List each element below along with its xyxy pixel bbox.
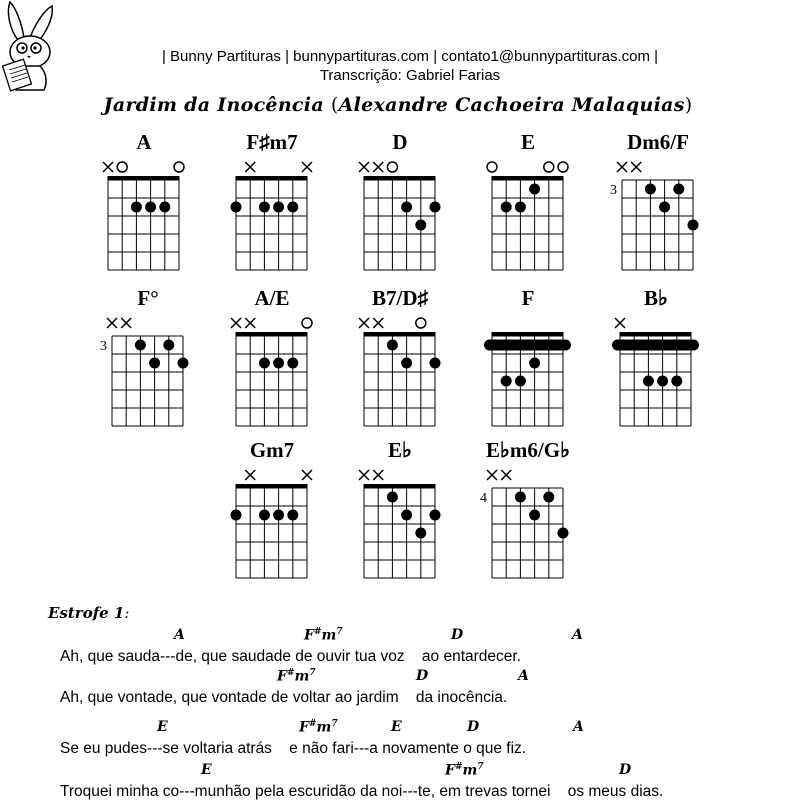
open-string-marker (558, 162, 568, 172)
chord-diagram (78, 130, 218, 280)
muted-string-marker (107, 318, 117, 328)
fret-number: 3 (100, 339, 107, 354)
chord-root: A (518, 668, 529, 684)
muted-string-marker (245, 162, 255, 172)
chord-root: E (157, 719, 168, 735)
nut (620, 332, 692, 337)
finger-dot (287, 202, 298, 213)
chord-name: F (521, 286, 535, 310)
chord-symbol (573, 719, 584, 735)
chord-name: F♯m7 (246, 130, 298, 154)
chord-diagram (206, 438, 346, 588)
finger-dot (688, 220, 699, 231)
artist-name: Alexandre Cachoeira Malaquias (338, 94, 685, 116)
finger-dot (558, 528, 569, 539)
chord-name: Gm7 (249, 438, 295, 462)
fretboard-grid (334, 130, 474, 280)
chord-name: F° (137, 286, 159, 310)
nut (236, 332, 308, 337)
finger-dot (673, 184, 684, 195)
finger-dot (387, 492, 398, 503)
open-string-marker (416, 318, 426, 328)
chord-symbol (157, 719, 168, 735)
finger-dot (529, 184, 540, 195)
muted-string-marker (487, 470, 497, 480)
chord-root: A (174, 627, 185, 643)
finger-dot (178, 358, 189, 369)
finger-dot (273, 358, 284, 369)
finger-dot (515, 492, 526, 503)
open-string-marker (387, 162, 397, 172)
chord-diagram (334, 130, 474, 280)
fretboard-grid (78, 130, 218, 280)
chord-symbol (416, 668, 428, 684)
chord-diagram (334, 286, 474, 436)
chord-root: D (467, 719, 480, 735)
fretboard-grid (206, 438, 346, 588)
section-heading (48, 604, 129, 622)
chord-symbol (174, 627, 185, 643)
song-name: Jardim da Inocência (103, 94, 324, 116)
muted-string-marker (359, 470, 369, 480)
open-string-marker (117, 162, 127, 172)
finger-dot (430, 510, 441, 521)
finger-dot (659, 202, 670, 213)
muted-string-marker (103, 162, 113, 172)
barre (612, 340, 699, 351)
muted-string-marker (302, 162, 312, 172)
chord-extension: 7 (477, 762, 484, 772)
lyric-line: Ah, que vontade, que vontade de voltar ao jardim da inocência. (60, 689, 508, 706)
finger-dot (259, 358, 270, 369)
finger-dot (515, 376, 526, 387)
finger-dot (501, 202, 512, 213)
chord-diagram (590, 286, 730, 436)
chord-root: E (201, 762, 212, 778)
chord-name: E♭m6/G♭ (486, 438, 570, 462)
chord-symbol (467, 719, 479, 735)
chord-symbol (518, 668, 529, 684)
finger-dot (415, 528, 426, 539)
finger-dot (515, 202, 526, 213)
chord-diagram (82, 286, 222, 436)
finger-dot (643, 376, 654, 387)
paren-open: ( (330, 94, 339, 116)
nut (492, 332, 564, 337)
section-label: Estrofe 1 (48, 604, 125, 622)
chord-symbol (619, 762, 631, 778)
finger-dot (259, 202, 270, 213)
muted-string-marker (245, 318, 255, 328)
chord-name: D (392, 130, 408, 154)
chord-root: A (573, 719, 584, 735)
muted-string-marker (245, 470, 255, 480)
chord-root: E (391, 719, 402, 735)
finger-dot (145, 202, 156, 213)
finger-dot (430, 202, 441, 213)
finger-dot (287, 358, 298, 369)
finger-dot (135, 340, 146, 351)
nut (108, 176, 180, 181)
fretboard-grid (462, 286, 602, 436)
chord-name: Dm6/F (627, 130, 689, 154)
finger-dot (645, 184, 656, 195)
muted-string-marker (373, 162, 383, 172)
finger-dot (163, 340, 174, 351)
chord-root: D (416, 668, 429, 684)
muted-string-marker (373, 470, 383, 480)
section-colon: : (124, 604, 130, 622)
finger-dot (529, 358, 540, 369)
finger-dot (501, 376, 512, 387)
chord-quality: m (294, 668, 310, 685)
finger-dot (231, 202, 242, 213)
finger-dot (287, 510, 298, 521)
chord-extension: 7 (309, 668, 316, 678)
chord-diagram (462, 438, 602, 588)
fretboard-grid (206, 286, 346, 436)
chord-diagram (462, 286, 602, 436)
fretboard-grid (334, 286, 474, 436)
chord-symbol (201, 762, 212, 778)
open-string-marker (174, 162, 184, 172)
finger-dot (231, 510, 242, 521)
muted-string-marker (359, 318, 369, 328)
chord-name: A/E (254, 286, 290, 310)
finger-dot (273, 510, 284, 521)
chord-name: E (520, 130, 535, 154)
finger-dot (149, 358, 160, 369)
song-title (0, 94, 788, 116)
fret-number: 3 (610, 183, 617, 198)
lyric-line: Troquei minha co---munhão pela escuridão da noi---te, em trevas tornei os meus dias. (60, 783, 664, 800)
open-string-marker (487, 162, 497, 172)
finger-dot (159, 202, 170, 213)
nut (236, 176, 308, 181)
chord-symbol (445, 762, 484, 779)
chord-symbol (451, 627, 463, 643)
chord-root: D (451, 627, 464, 643)
finger-dot (259, 510, 270, 521)
muted-string-marker (501, 470, 511, 480)
nut (364, 484, 436, 489)
chord-symbol (391, 719, 402, 735)
nut (236, 484, 308, 489)
fretboard-grid (462, 438, 602, 588)
finger-dot (401, 510, 412, 521)
lyric-line: Se eu pudes---se voltaria atrás e não fari---a novamente o que fiz. (60, 740, 527, 757)
chord-quality: m (321, 627, 337, 644)
muted-string-marker (631, 162, 641, 172)
chord-accidental: # (286, 668, 295, 678)
fretboard-grid (206, 130, 346, 280)
chord-symbol (277, 668, 316, 685)
chord-name: A (136, 130, 152, 154)
barre (484, 340, 571, 351)
finger-dot (657, 376, 668, 387)
open-string-marker (544, 162, 554, 172)
paren-close: ) (684, 94, 693, 116)
chord-root: F (277, 668, 287, 685)
fretboard-grid (592, 130, 732, 280)
finger-dot (131, 202, 142, 213)
finger-dot (529, 510, 540, 521)
chord-root: D (619, 762, 632, 778)
chord-name: E♭ (388, 438, 412, 462)
chord-symbol (299, 719, 338, 736)
finger-dot (387, 340, 398, 351)
nut (492, 176, 564, 181)
fretboard-grid (334, 438, 474, 588)
chord-quality: m (462, 762, 478, 779)
finger-dot (273, 202, 284, 213)
fretboard-grid (590, 286, 730, 436)
chord-diagram (206, 130, 346, 280)
muted-string-marker (302, 470, 312, 480)
fret-number: 4 (480, 491, 487, 506)
muted-string-marker (231, 318, 241, 328)
chord-accidental: # (313, 627, 322, 637)
chord-accidental: # (308, 719, 317, 729)
chord-name: B7/D♯ (371, 286, 428, 310)
chord-root: F (445, 762, 455, 779)
fretboard-grid (462, 130, 602, 280)
open-string-marker (302, 318, 312, 328)
chord-quality: m (316, 719, 332, 736)
finger-dot (415, 220, 426, 231)
fretboard-grid (82, 286, 222, 436)
chord-extension: 7 (336, 627, 343, 637)
muted-string-marker (373, 318, 383, 328)
muted-string-marker (121, 318, 131, 328)
chord-extension: 7 (331, 719, 338, 729)
chord-root: F (299, 719, 309, 736)
lyric-line: Ah, que sauda---de, que saudade de ouvir tua voz ao entardecer. (60, 648, 522, 665)
chord-root: A (572, 627, 583, 643)
muted-string-marker (617, 162, 627, 172)
chord-diagram (462, 130, 602, 280)
finger-dot (671, 376, 682, 387)
chord-diagram (206, 286, 346, 436)
finger-dot (401, 202, 412, 213)
chord-diagram (592, 130, 732, 280)
muted-string-marker (615, 318, 625, 328)
chord-symbol (572, 627, 583, 643)
finger-dot (543, 492, 554, 503)
site-info-line: | Bunny Partituras | bunnypartituras.com | contato1@bunnypartituras.com | (161, 48, 659, 65)
finger-dot (430, 358, 441, 369)
nut (364, 332, 436, 337)
finger-dot (401, 358, 412, 369)
muted-string-marker (359, 162, 369, 172)
chord-accidental: # (454, 762, 463, 772)
nut (364, 176, 436, 181)
chord-symbol (304, 627, 343, 644)
transcription-credit: Transcrição: Gabriel Farias (319, 67, 501, 84)
chord-name: B♭ (644, 286, 668, 310)
chord-diagram (334, 438, 474, 588)
chord-root: F (304, 627, 314, 644)
